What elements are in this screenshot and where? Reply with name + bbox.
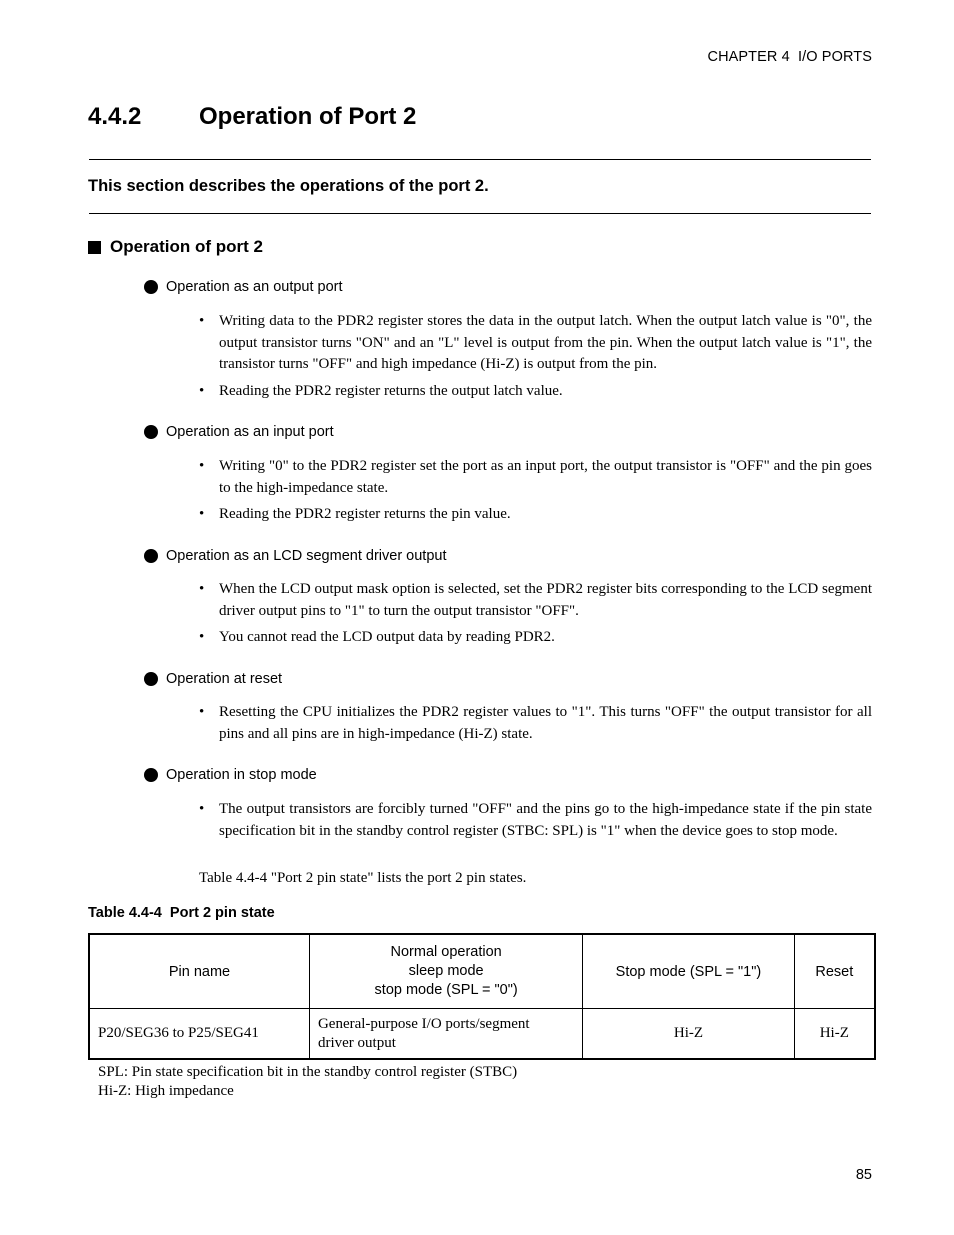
subheading-text: Operation of port 2 [110,237,263,256]
section-title: Operation of Port 2 [199,103,417,130]
header-stop-mode: Stop mode (SPL = "1") [583,934,794,1009]
cell-normal-line: driver output [317,1034,396,1051]
table-intro-text: Table 4.4-4 "Port 2 pin state" lists the port 2 pin states. [199,870,527,886]
chapter-header: CHAPTER 4 I/O PORTS [707,49,872,65]
header-normal-line: stop mode (SPL = "0") [374,982,518,998]
table-note: SPL: Pin state specification bit in the standby control register (STBC) [98,1064,518,1080]
bullet-item [199,627,872,649]
circle-bullet-icon [144,280,158,294]
bullet-item [199,579,872,622]
header-reset: Reset [794,934,875,1009]
topic-title: Operation at reset [166,671,283,687]
table-caption: Table 4.4-4 Port 2 pin state [88,905,275,921]
divider-bottom [89,213,871,214]
bullet-text: You cannot read the LCD output data by reading PDR2. [219,629,555,645]
cell-stop-mode: Hi-Z [583,1009,794,1060]
bullet-mark: • [199,629,205,645]
topic-title: Operation as an LCD segment driver output [166,548,447,564]
bullet-mark: • [199,801,205,817]
header-normal-line: sleep mode [408,963,484,979]
bullet-item [199,311,872,376]
section-number: 4.4.2 [88,103,142,130]
topic-lcd-segment [144,548,446,564]
cell-reset: Hi-Z [794,1009,875,1060]
circle-bullet-icon [144,425,158,439]
bullet-text: Writing data to the PDR2 register stores the data in the output latch. When the output latch value is "0", the output transistor turns "ON" and an "L" level is output from the pin. When the output latch value is "1", the transistor turns "OFF" and high impedance (Hi-Z) is output from the pin. [219,313,872,372]
table-row [89,1009,875,1060]
bullet-item [199,504,872,526]
header-normal-operation [309,934,582,1009]
topic-stop-mode [144,767,317,783]
bullet-item [199,799,872,842]
cell-normal-operation [309,1009,582,1060]
bullet-item [199,702,872,745]
section-summary: This section describes the operations of the port 2. [88,177,489,195]
bullet-mark: • [199,704,205,720]
cell-pin-name: P20/SEG36 to P25/SEG41 [89,1009,309,1060]
pin-state-table [88,933,876,1060]
topic-reset [144,671,282,687]
table-note: Hi-Z: High impedance [98,1083,234,1099]
bullet-mark: • [199,581,205,597]
cell-normal-line: General-purpose I/O ports/segment [317,1015,530,1032]
square-bullet-icon [88,241,101,254]
bullet-item [199,381,872,403]
topic-title: Operation as an output port [166,279,343,295]
circle-bullet-icon [144,768,158,782]
bullet-mark: • [199,458,205,474]
bullet-text: The output transistors are forcibly turned "OFF" and the pins go to the high-impedance state if the pin state specification bit in the standby control register (STBC: SPL) is "1" when the device goes to stop mode. [219,801,872,839]
topic-title: Operation as an input port [166,424,334,440]
header-normal-line: Normal operation [390,944,502,960]
header-pin-name: Pin name [89,934,309,1009]
table-header-row [89,934,875,1009]
bullet-text: Reading the PDR2 register returns the pin value. [219,506,511,522]
bullet-item [199,456,872,499]
bullet-text: When the LCD output mask option is selected, set the PDR2 register bits corresponding to the LCD segment driver output pins to "1" to turn the output transistor "OFF". [219,581,872,619]
subheading [88,237,263,257]
bullet-text: Resetting the CPU initializes the PDR2 register values to "1". This turns "OFF" the output transistor for all pins and all pins are in high-impedance (Hi-Z) state. [219,704,872,742]
bullet-mark: • [199,313,205,329]
bullet-text: Writing "0" to the PDR2 register set the port as an input port, the output transistor is "OFF" and the pin goes to the high-impedance state. [219,458,872,496]
topic-output-port [144,279,343,295]
divider-top [89,159,871,160]
bullet-text: Reading the PDR2 register returns the output latch value. [219,383,563,399]
circle-bullet-icon [144,549,158,563]
bullet-mark: • [199,383,205,399]
bullet-mark: • [199,506,205,522]
circle-bullet-icon [144,672,158,686]
topic-title: Operation in stop mode [166,767,317,783]
topic-input-port [144,424,334,440]
page-number: 85 [855,1167,872,1183]
